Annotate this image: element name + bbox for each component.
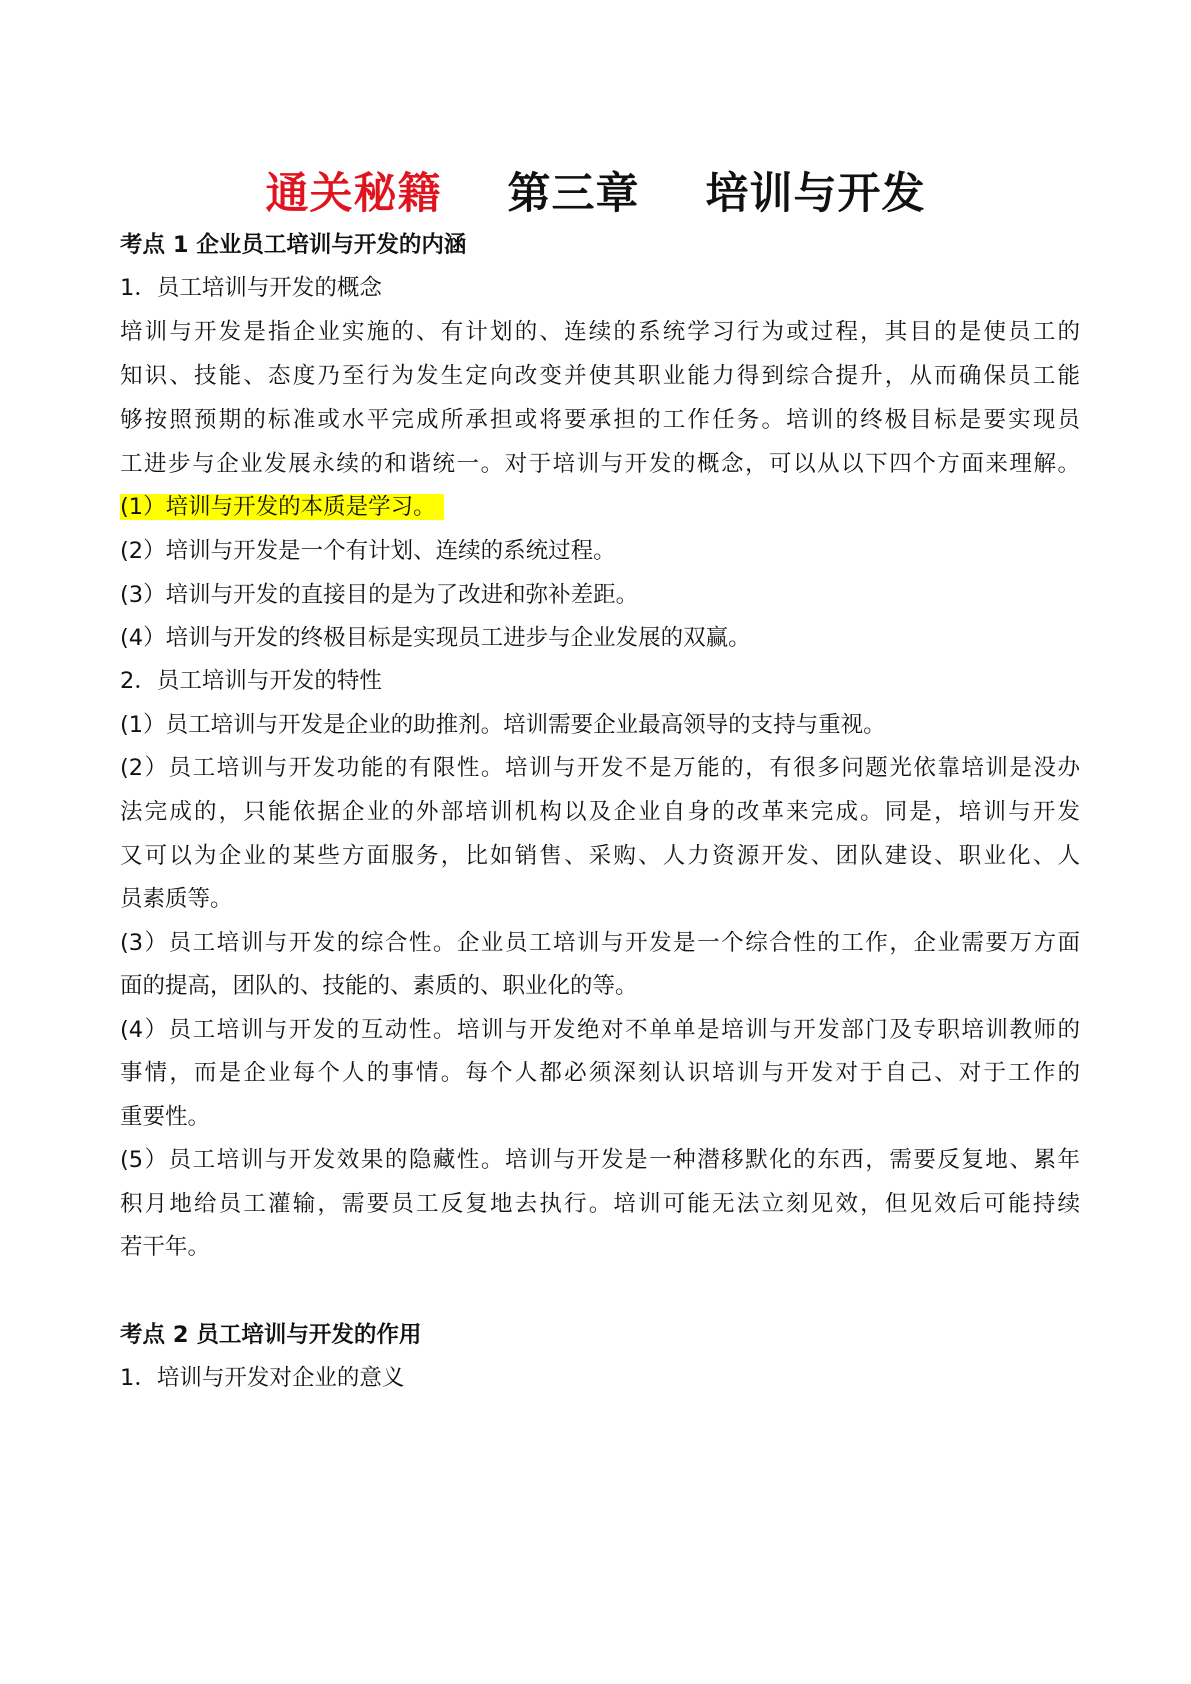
paragraph-line: 事情，而是企业每个人的事情。每个人都必须深刻认识培训与开发对于自己、对于工作的 [120,1060,1080,1086]
list-item: (4）培训与开发的终极目标是实现员工进步与企业发展的双赢。 [120,625,751,651]
paragraph-line: (4）员工培训与开发的互动性。培训与开发绝对不单单是培训与开发部门及专职培训教师的 [120,1017,1080,1043]
title-red-part: 通关秘籍 [265,169,442,219]
paragraph-line: (1）员工培训与开发是企业的助推剂。培训需要企业最高领导的支持与重视。 [120,712,886,738]
section-heading-1: 考点 1 企业员工培训与开发的内涵 [120,232,467,258]
list-item: (3）培训与开发的直接目的是为了改进和弥补差距。 [120,582,639,608]
list-item-highlighted [120,492,1080,522]
paragraph-line: 面的提高，团队的、技能的、素质的、职业化的等。 [120,973,638,999]
paragraph-line: 重要性。 [120,1104,211,1130]
paragraph-line: 知识、技能、态度乃至行为发生定向改变并使其职业能力得到综合提升，从而确保员工能 [120,363,1080,389]
paragraph-line: (5）员工培训与开发效果的隐藏性。培训与开发是一种潜移默化的东西，需要反复地、累年 [120,1147,1080,1173]
highlighted-text: (1）培训与开发的本质是学习。 [120,494,444,520]
subheading-concept: 1．员工培训与开发的概念 [120,275,382,301]
paragraph-line: 又可以为企业的某些方面服务，比如销售、采购、人力资源开发、团队建设、职业化、人 [120,843,1080,869]
paragraph-line: (2）员工培训与开发功能的有限性。培训与开发不是万能的，有很多问题光依靠培训是没办 [120,755,1080,781]
paragraph-line: 员素质等。 [120,886,233,912]
paragraph-line: (3）员工培训与开发的综合性。企业员工培训与开发是一个综合性的工作，企业需要万方面 [120,930,1080,956]
paragraph-line: 积月地给员工灌输，需要员工反复地去执行。培训可能无法立刻见效，但见效后可能持续 [120,1191,1080,1217]
title-chapter: 第三章 [507,169,640,219]
paragraph-line: 若干年。 [120,1234,211,1260]
section-heading-2: 考点 2 员工培训与开发的作用 [120,1322,422,1348]
paragraph-line: 工进步与企业发展永续的和谐统一。对于培训与开发的概念，可以从以下四个方面来理解。 [120,451,1080,477]
list-item: (2）培训与开发是一个有计划、连续的系统过程。 [120,538,616,564]
paragraph-line: 够按照预期的标准或水平完成所承担或将要承担的工作任务。培训的终极目标是要实现员 [120,407,1080,433]
page-title [0,164,1191,224]
paragraph-line: 培训与开发是指企业实施的、有计划的、连续的系统学习行为或过程，其目的是使员工的 [120,319,1080,345]
subheading-significance: 1．培训与开发对企业的意义 [120,1365,405,1391]
paragraph-line: 法完成的，只能依据企业的外部培训机构以及企业自身的改革来完成。同是，培训与开发 [120,799,1080,825]
subheading-traits: 2．员工培训与开发的特性 [120,668,382,694]
title-topic: 培训与开发 [705,169,926,219]
